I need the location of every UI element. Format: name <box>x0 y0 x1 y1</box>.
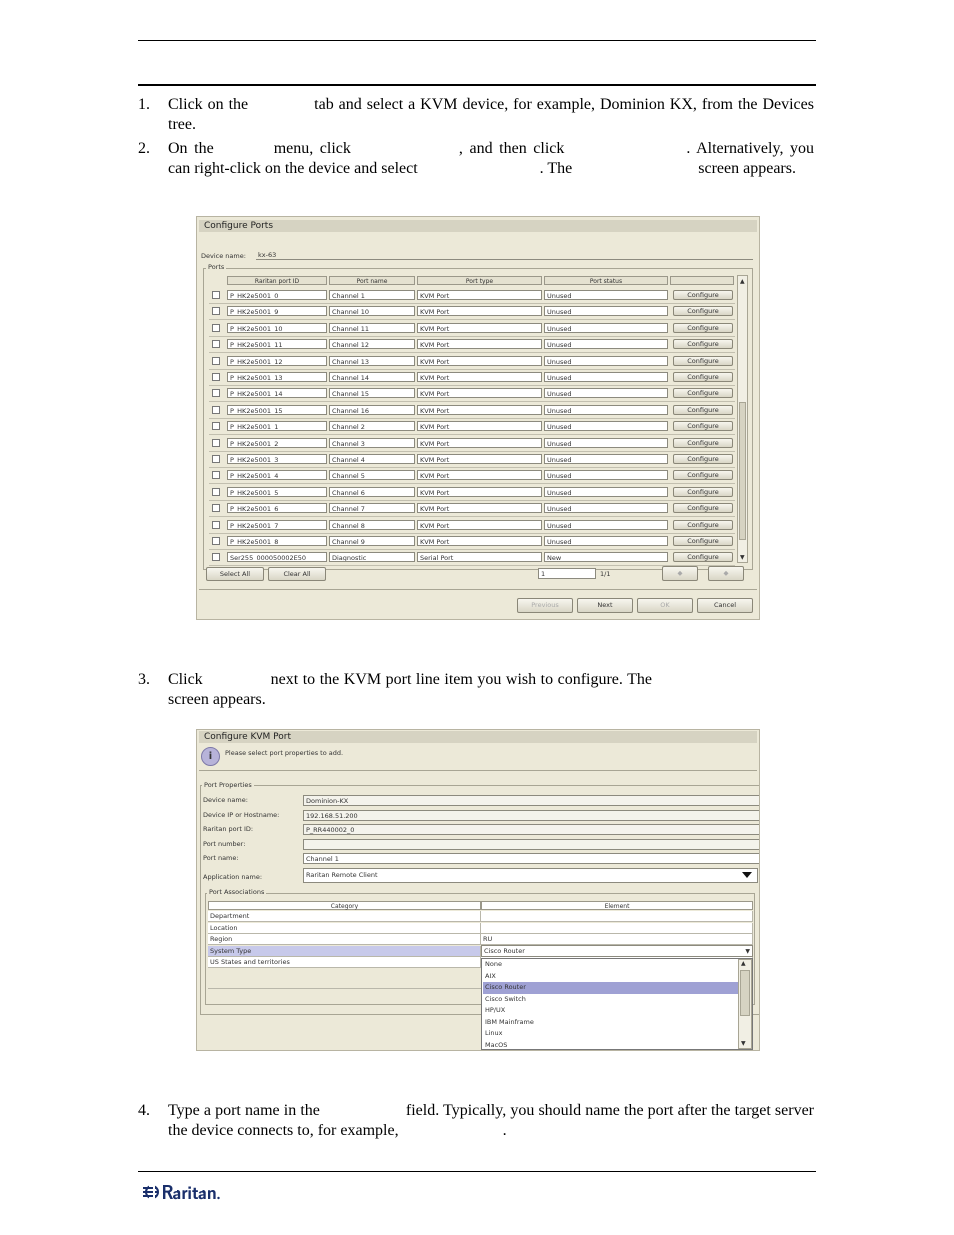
row-checkbox[interactable] <box>212 357 220 365</box>
table-cell: P_HK2e5001_6 <box>227 503 327 513</box>
table-cell: P_HK2e5001_12 <box>227 356 327 366</box>
row-divider <box>209 303 735 304</box>
table-cell: P_HK2e5001_11 <box>227 339 327 349</box>
table-cell: P_HK2e5001_13 <box>227 372 327 382</box>
table-cell: Unused <box>544 487 668 497</box>
table-cell: Unused <box>544 339 668 349</box>
raritan-logo <box>141 1180 253 1204</box>
row-divider <box>209 434 735 435</box>
footer-rule <box>138 1171 816 1172</box>
scroll-up-icon[interactable]: ▲ <box>740 278 745 285</box>
table-cell: Channel 3 <box>329 438 415 448</box>
row-divider <box>209 352 735 353</box>
dialog-title: Configure Ports <box>199 220 757 232</box>
property-field[interactable]: P_RR440002_0 <box>303 824 760 835</box>
table-cell: Channel 12 <box>329 339 415 349</box>
configure-button[interactable]: Configure <box>673 552 733 562</box>
table-cell: Channel 1 <box>329 290 415 300</box>
column-header-blank <box>670 276 734 285</box>
step-number: 3. <box>138 671 150 688</box>
step-1 <box>138 95 814 135</box>
column-header[interactable]: Port name <box>329 276 415 285</box>
table-cell: Diagnostic <box>329 552 415 562</box>
table-cell: Unused <box>544 372 668 382</box>
arrow-left-icon: ◆ <box>677 569 683 577</box>
property-label: Port number: <box>203 839 246 848</box>
table-cell: KVM Port <box>417 503 542 513</box>
configure-button[interactable]: Configure <box>673 306 733 316</box>
table-cell: P_HK2e5001_8 <box>227 536 327 546</box>
dropdown-arrow-icon[interactable] <box>742 872 752 878</box>
row-checkbox[interactable] <box>212 504 220 512</box>
arrow-right-icon: ◆ <box>723 569 729 577</box>
element-combo[interactable] <box>481 945 753 957</box>
dropdown-scroll-thumb[interactable] <box>740 970 750 1016</box>
step-4 <box>138 1101 814 1141</box>
dropdown-option[interactable]: Linux <box>485 1029 503 1037</box>
step-text: , and then click <box>458 140 565 157</box>
scroll-down-icon[interactable]: ▼ <box>740 554 745 561</box>
row-divider <box>209 483 735 484</box>
step-number: 4. <box>138 1102 150 1119</box>
row-checkbox[interactable] <box>212 406 220 414</box>
property-field[interactable] <box>303 839 760 850</box>
row-checkbox[interactable] <box>212 537 220 545</box>
step-text: Click <box>168 671 203 688</box>
row-divider <box>209 467 735 468</box>
table-cell: P_HK2e5001_0 <box>227 290 327 300</box>
table-cell: Channel 9 <box>329 536 415 546</box>
cancel-button[interactable]: Cancel <box>697 598 753 613</box>
table-cell: Channel 4 <box>329 454 415 464</box>
element-header[interactable]: Element <box>481 901 753 910</box>
table-cell: Channel 2 <box>329 421 415 431</box>
dropdown-option[interactable]: HP/UX <box>485 1006 506 1014</box>
table-cell: P_HK2e5001_14 <box>227 388 327 398</box>
table-cell: KVM Port <box>417 487 542 497</box>
element-cell[interactable] <box>481 923 753 934</box>
table-cell: Unused <box>544 356 668 366</box>
device-name-label: Device name: <box>201 252 246 260</box>
page-total: 1/1 <box>600 570 611 578</box>
dialog-title: Configure KVM Port <box>199 731 757 743</box>
row-checkbox[interactable] <box>212 340 220 348</box>
table-cell: Ser255_000050002E50 <box>227 552 327 562</box>
table-cell: KVM Port <box>417 520 542 530</box>
page-number-input[interactable]: 1 <box>538 568 596 579</box>
clear-all-button[interactable]: Clear All <box>268 567 326 581</box>
table-cell: P_HK2e5001_7 <box>227 520 327 530</box>
table-cell: KVM Port <box>417 306 542 316</box>
row-divider <box>209 385 735 386</box>
table-cell: Unused <box>544 405 668 415</box>
table-cell: P_HK2e5001_4 <box>227 470 327 480</box>
table-cell: KVM Port <box>417 470 542 480</box>
element-cell[interactable]: RU <box>481 934 753 945</box>
row-divider <box>209 500 735 501</box>
table-cell: P_HK2e5001_5 <box>227 487 327 497</box>
row-divider <box>209 418 735 419</box>
property-field[interactable]: 192.168.51.200 <box>303 810 760 821</box>
step-text: Click on the <box>168 96 249 113</box>
row-divider <box>209 549 735 550</box>
select-all-button[interactable]: Select All <box>206 567 264 581</box>
configure-button[interactable]: Configure <box>673 438 733 448</box>
header-rule-top <box>138 40 816 41</box>
category-cell[interactable]: US States and territories <box>208 957 481 968</box>
configure-button[interactable]: Configure <box>673 290 733 300</box>
table-cell: Unused <box>544 520 668 530</box>
category-header[interactable]: Category <box>208 901 481 910</box>
ok-button[interactable]: OK <box>637 598 693 613</box>
step-text: next to the KVM port line item you wish to configure. The <box>270 671 652 688</box>
next-button[interactable]: Next <box>577 598 633 613</box>
table-cell: KVM Port <box>417 356 542 366</box>
device-name-field[interactable]: kx-63 <box>256 250 753 260</box>
property-label: Port name: <box>203 854 239 862</box>
table-cell: Unused <box>544 536 668 546</box>
table-cell: Channel 11 <box>329 323 415 333</box>
scrollbar-thumb[interactable] <box>739 402 746 540</box>
row-checkbox[interactable] <box>212 291 220 299</box>
step-text: On the <box>168 140 214 157</box>
dropdown-option[interactable]: Cisco Switch <box>485 994 526 1003</box>
property-field[interactable]: Channel 1 <box>303 853 760 864</box>
footer-divider <box>199 589 757 590</box>
table-cell: Unused <box>544 388 668 398</box>
row-divider <box>209 319 735 320</box>
info-icon: i <box>201 747 220 766</box>
page-prev-button[interactable] <box>662 566 698 581</box>
element-cell[interactable] <box>481 911 753 922</box>
element-dropdown-list[interactable] <box>481 958 753 1050</box>
table-cell: P_HK2e5001_9 <box>227 306 327 316</box>
step-text: Type a port name in the <box>168 1102 320 1119</box>
table-cell: Channel 7 <box>329 503 415 513</box>
configure-button[interactable]: Configure <box>673 339 733 349</box>
step-3 <box>138 670 814 710</box>
property-label: Raritan port ID: <box>203 825 254 833</box>
table-cell: Channel 16 <box>329 405 415 415</box>
table-cell: Unused <box>544 438 668 448</box>
table-cell: KVM Port <box>417 388 542 398</box>
previous-button[interactable]: Previous <box>517 598 573 613</box>
step-text: screen appears. <box>698 160 796 177</box>
row-checkbox[interactable] <box>212 307 220 315</box>
column-header[interactable]: Port status <box>544 276 668 285</box>
step-text: tab and select a KVM device, for example, Dominion KX, from the Devices tree. <box>168 96 814 133</box>
row-checkbox[interactable] <box>212 521 220 529</box>
dropdown-option[interactable]: IBM Mainframe <box>485 1017 534 1026</box>
row-divider <box>209 516 735 517</box>
row-checkbox[interactable] <box>212 488 220 496</box>
column-header[interactable]: Raritan port ID <box>227 276 327 285</box>
row-checkbox[interactable] <box>212 553 220 561</box>
step-text: menu, click <box>273 140 351 157</box>
scroll-up-icon[interactable]: ▲ <box>741 960 746 967</box>
step-number: 1. <box>138 96 150 113</box>
page-next-button[interactable] <box>708 566 744 581</box>
info-text: Please select port properties to add. <box>225 749 344 757</box>
column-header[interactable]: Port type <box>417 276 542 285</box>
configure-kvm-port-screenshot <box>196 729 760 1051</box>
table-cell: KVM Port <box>417 438 542 448</box>
row-divider <box>209 369 735 370</box>
ports-scrollbar[interactable] <box>737 275 748 563</box>
dropdown-option[interactable]: MacOS <box>485 1040 508 1049</box>
table-cell: P_HK2e5001_15 <box>227 405 327 415</box>
configure-button[interactable]: Configure <box>673 421 733 431</box>
dropdown-option[interactable]: Cisco Router <box>483 982 738 994</box>
category-cell[interactable]: System Type <box>208 946 481 957</box>
table-cell: Channel 13 <box>329 356 415 366</box>
table-cell: Channel 14 <box>329 372 415 382</box>
application-name-label: Application name: <box>203 873 263 881</box>
category-cell[interactable]: Department <box>208 911 481 922</box>
table-cell: KVM Port <box>417 405 542 415</box>
table-cell: P_HK2e5001_10 <box>227 323 327 333</box>
table-cell: Channel 8 <box>329 520 415 530</box>
configure-button[interactable]: Configure <box>673 454 733 464</box>
scroll-down-icon[interactable]: ▼ <box>741 1040 746 1047</box>
row-divider <box>209 451 735 452</box>
step-text: screen appears. <box>168 691 266 708</box>
configure-button[interactable]: Configure <box>673 372 733 382</box>
ports-group-label: Ports <box>208 263 225 271</box>
configure-button[interactable]: Configure <box>673 388 733 398</box>
dropdown-scrollbar[interactable] <box>738 959 752 1049</box>
configure-button[interactable]: Configure <box>673 520 733 530</box>
step-text: . Alternatively, you can right-click on the device and select <box>168 140 815 177</box>
configure-button[interactable]: Configure <box>673 487 733 497</box>
port-associations-label: Port Associations <box>209 888 265 896</box>
table-cell: P_HK2e5001_3 <box>227 454 327 464</box>
table-cell: Unused <box>544 323 668 333</box>
row-checkbox[interactable] <box>212 471 220 479</box>
table-cell: KVM Port <box>417 454 542 464</box>
table-cell: Channel 6 <box>329 487 415 497</box>
property-label: Device IP or Hostname: <box>203 810 280 819</box>
row-checkbox[interactable] <box>212 439 220 447</box>
table-cell: KVM Port <box>417 536 542 546</box>
table-cell: New <box>544 552 668 562</box>
table-cell: KVM Port <box>417 372 542 382</box>
info-divider <box>199 770 757 771</box>
table-cell: Serial Port <box>417 552 542 562</box>
dropdown-option[interactable]: None <box>485 960 502 968</box>
row-divider <box>209 533 735 534</box>
table-cell: KVM Port <box>417 421 542 431</box>
table-cell: Unused <box>544 470 668 480</box>
configure-ports-screenshot <box>196 216 760 620</box>
table-cell: KVM Port <box>417 290 542 300</box>
step-text: . The <box>539 160 573 177</box>
table-cell: Channel 5 <box>329 470 415 480</box>
category-cell[interactable]: Region <box>208 934 481 945</box>
table-cell: KVM Port <box>417 339 542 349</box>
row-checkbox[interactable] <box>212 455 220 463</box>
configure-button[interactable]: Configure <box>673 503 733 513</box>
row-checkbox[interactable] <box>212 324 220 332</box>
step-2 <box>138 139 814 179</box>
table-cell: KVM Port <box>417 323 542 333</box>
table-bottom-line <box>208 988 481 989</box>
table-cell: Unused <box>544 503 668 513</box>
table-cell: P_HK2e5001_1 <box>227 421 327 431</box>
table-cell: Unused <box>544 290 668 300</box>
table-cell: Unused <box>544 454 668 464</box>
table-cell: Channel 15 <box>329 388 415 398</box>
property-label: Device name: <box>203 796 248 804</box>
configure-button[interactable]: Configure <box>673 356 733 366</box>
configure-button[interactable]: Configure <box>673 323 733 333</box>
step-text: . <box>502 1122 507 1139</box>
step-number: 2. <box>138 140 150 157</box>
chevron-down-icon[interactable]: ▼ <box>745 948 750 955</box>
configure-button[interactable]: Configure <box>673 470 733 480</box>
step-text: field. Typically, you should name the port after the target server the device connects to, for example, <box>168 1102 814 1139</box>
element-combo-value: Cisco Router <box>484 947 525 955</box>
configure-button[interactable]: Configure <box>673 536 733 546</box>
dropdown-option[interactable]: AIX <box>485 971 496 980</box>
row-divider <box>209 401 735 402</box>
row-checkbox[interactable] <box>212 389 220 397</box>
property-field[interactable]: Dominion-KX <box>303 795 760 806</box>
port-properties-label: Port Properties <box>204 781 252 789</box>
table-cell: Channel 10 <box>329 306 415 316</box>
table-cell: P_HK2e5001_2 <box>227 438 327 448</box>
configure-button[interactable]: Configure <box>673 405 733 415</box>
application-name-select[interactable]: Raritan Remote Client <box>303 868 758 883</box>
category-cell[interactable]: Location <box>208 923 481 934</box>
row-checkbox[interactable] <box>212 373 220 381</box>
table-cell: Unused <box>544 306 668 316</box>
table-cell: Unused <box>544 421 668 431</box>
row-divider <box>209 336 735 337</box>
header-rule-section <box>138 84 816 86</box>
row-checkbox[interactable] <box>212 422 220 430</box>
